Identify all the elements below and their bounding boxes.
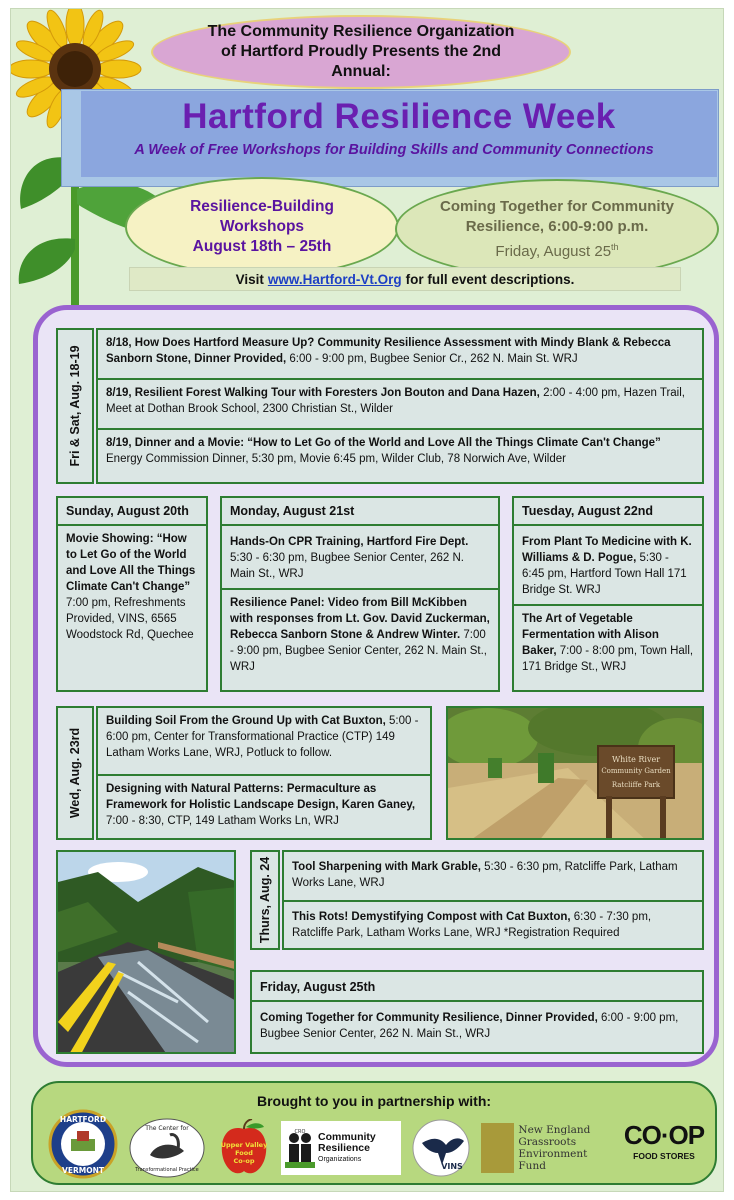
negef-line-3: Environment Fund <box>518 1148 588 1172</box>
visit-suffix: for full event descriptions. <box>405 271 575 287</box>
event-row: 8/18, How Does Hartford Measure Up? Community Resilience Assessment with Mindy Blank & Rebecca Sanborn Stone, Dinner Provided, 6:00 - 9:00 pm, Bugbee Senior Cr., 262 N. Main St. WRJ <box>98 330 702 380</box>
coop-small: FOOD STORES <box>633 1150 695 1161</box>
workshops-oval <box>125 177 399 277</box>
sunday-heading: Sunday, August 20th <box>58 498 206 526</box>
schedule-panel <box>33 305 719 1067</box>
monday-heading: Monday, August 21st <box>222 498 498 526</box>
hartford-seal-top: HARTFORD <box>59 1115 107 1124</box>
wednesday-events <box>96 706 432 840</box>
uvfc-line-2: Food <box>235 1149 253 1157</box>
negef-emblem <box>481 1123 514 1173</box>
wednesday-label-box <box>56 706 94 840</box>
event-row: Designing with Natural Patterns: Permaculture as Framework for Holistic Landscape Design, Karen Ganey, 7:00 - 8:30, CTP, 149 Latham Works Ln, WRJ <box>106 783 416 827</box>
partners-title: Brought to you in partnership with: <box>256 1093 492 1109</box>
road-scene <box>58 852 236 1054</box>
ne-grassroots-environment-fund-logo <box>481 1119 611 1177</box>
coop-big: CO·OP <box>623 1119 705 1150</box>
hartford-seal-bottom: VERMONT <box>62 1166 104 1175</box>
organization-banner <box>151 15 571 89</box>
event-subtitle: A Week of Free Workshops for Building Skills and Community Connections <box>134 142 654 158</box>
coming-together-line-1: Coming Together for Community <box>440 197 674 215</box>
org-line-2: of Hartford Proudly Presents the 2nd Annual: <box>220 43 502 80</box>
washed-road-photo <box>56 850 236 1054</box>
garden-photo <box>446 706 704 840</box>
thursday-label-box <box>250 850 280 950</box>
event-row: Hands-On CPR Training, Hartford Fire Dept. 5:30 - 6:30 pm, Bugbee Senior Center, 262 N. Main St., WRJ <box>222 526 498 590</box>
garden-sign-line-3: Ratcliffe Park <box>611 781 661 789</box>
monday-box <box>220 496 500 692</box>
workshops-line-1: Resilience-Building <box>190 198 334 215</box>
wednesday-label: Wed, Aug. 23rd <box>68 727 82 819</box>
org-line-1: The Community Resilience Organization <box>207 23 515 40</box>
tuesday-box <box>512 496 704 692</box>
event-row: Tool Sharpening with Mark Grable, 5:30 - 6:30 pm, Ratcliffe Park, Latham Works Lane, WRJ <box>284 852 702 902</box>
cro-line-2: Resilience <box>318 1141 370 1154</box>
thursday-label: Thurs, Aug. 24 <box>258 856 272 944</box>
coming-together-line-2: Resilience, 6:00-9:00 p.m. <box>465 217 649 235</box>
tuesday-heading: Tuesday, August 22nd <box>514 498 702 526</box>
thursday-events <box>282 850 704 950</box>
event-row: 8/19, Resilient Forest Walking Tour with Foresters Jon Bouton and Dana Hazen, 2:00 - 4:00 pm, Hazen Trail, Meet at Dothan Brook School, 2300 Christian St., Wilder <box>98 380 702 430</box>
workshops-line-2: Workshops <box>219 218 305 235</box>
ctp-bottom: Transformational Practice <box>135 1167 199 1173</box>
coming-together-date: Friday, August 25th <box>495 241 619 260</box>
garden-scene <box>448 708 704 840</box>
friday-heading: Friday, August 25th <box>252 972 702 1002</box>
hartford-seal-logo <box>45 1115 121 1177</box>
event-row: Resilience Panel: Video from Bill McKibben with responses from Lt. Gov. David Zuckerman, Rebecca Sanborn Stone & Andrew Winter. 7:00 - 9:00 pm, Bugbee Senior Center, 262 N. Main St., WRJ <box>230 597 490 673</box>
vins-logo <box>409 1119 473 1177</box>
uvfc-line-1: Upper Valley <box>220 1141 268 1149</box>
event-title: Hartford Resilience Week <box>182 97 616 136</box>
community-resilience-organizations-logo <box>279 1119 403 1177</box>
cro-line-1: Community <box>318 1130 376 1143</box>
upper-valley-food-coop-logo <box>213 1119 275 1177</box>
cro-tag: CRO <box>294 1129 306 1135</box>
visit-prefix: Visit <box>235 271 264 287</box>
coming-together-oval <box>395 179 719 279</box>
negef-line-1: New England <box>518 1124 591 1136</box>
event-row: Coming Together for Community Resilience, Dinner Provided, 6:00 - 9:00 pm, Bugbee Senior Center, 262 N. Main St., WRJ <box>260 1012 679 1040</box>
event-row: 8/19, Dinner and a Movie: “How to Let Go of the World and Love All the Things Climate Can't Change” Energy Commission Dinner, 5:30 pm, Movie 6:45 pm, Wilder Club, 78 Norwich Ave, Wilder <box>106 437 661 465</box>
fri-sat-label: Fri & Sat, Aug. 18-19 <box>68 345 82 467</box>
event-row: The Art of Vegetable Fermentation with Alison Baker, 7:00 - 8:00 pm, Town Hall, 171 Bridge St., WRJ <box>522 613 694 673</box>
partners-panel <box>31 1081 717 1185</box>
ctp-top: The Center for <box>145 1125 189 1132</box>
garden-sign-line-1: White River <box>611 755 661 764</box>
workshops-dates: August 18th – 25th <box>192 238 332 255</box>
negef-line-2: Grassroots <box>518 1136 577 1148</box>
event-row: This Rots! Demystifying Compost with Cat Buxton, 6:30 - 7:30 pm, Ratcliffe Park, Latham Works Lane, WRJ *Registration Required <box>292 911 652 939</box>
visit-website-bar <box>129 267 681 291</box>
coop-food-stores-logo <box>617 1111 711 1169</box>
sunday-box <box>56 496 208 692</box>
ctp-logo <box>127 1119 207 1177</box>
garden-sign-line-2: Community Garden <box>601 767 671 775</box>
event-row: Building Soil From the Ground Up with Cat Buxton, 5:00 - 6:00 pm, Center for Transformational Practice (CTP) 149 Latham Works Lane, WRJ, Potluck to follow. <box>98 708 430 776</box>
vins-text: VINS <box>441 1162 463 1171</box>
friday-box <box>250 970 704 1054</box>
flyer-page <box>10 8 724 1192</box>
event-row: Movie Showing: “How to Let Go of the World and Love All the Things Climate Can't Change” 7:00 pm, Refreshments Provided, VINS, 6565 Woodstock Rd, Quechee <box>66 533 196 641</box>
fri-sat-label-box <box>56 328 94 484</box>
website-link[interactable]: www.Hartford-Vt.Org <box>267 271 402 287</box>
event-row: From Plant To Medicine with K. Williams & D. Pogue, 5:30 - 6:45 pm, Hartford Town Hall 171 Bridge St. WRJ <box>514 526 702 606</box>
fri-sat-events <box>96 328 704 484</box>
uvfc-line-3: Co-op <box>233 1157 255 1165</box>
cro-line-3: Organizations <box>318 1155 362 1163</box>
